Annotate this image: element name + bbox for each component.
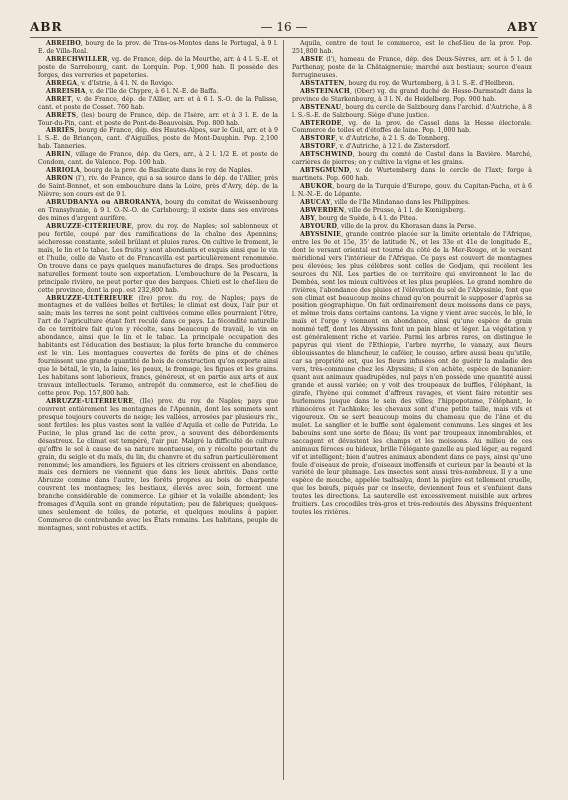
entry-text: , prov. du roy. de Naples; sol sablonneux et peu fertile, coupé par des ramifications de la chaîne des Apennins; sécheresse constante, soleil brûlant et pluies rares. On cultive le froment, le maïs, le lin et le tabac. Les fruits y sont abondants et exquis ainsi que le vin et l'huile, celle de Vasto et de Francavilla est particulièrement renommée. On trouve dans ce pays quelques manufactures de draps. Ses productions naturelles forment toute son exportation. L'embouchure de la Pescara, la principale rivière, ne peut porter que des barques. Chieti est le chef-lieu de cette province, dont la pop. est 232,800 hab. [38, 222, 279, 294]
entry-text: , bourg du comté de Castel dans la Bavière. Marché, carrières de pierres; on y cultive la vigne et les grains. [292, 151, 532, 167]
entry-headword: ABRUZZE-CITÉRIEURE [46, 222, 132, 230]
entry-text: , bourg de la Turquie d'Europe, gouv. du Capitan-Pacha, et à 6 l. N.-N.-E. de Lépante. [292, 183, 532, 199]
entry-text: , v. de l'île de Chypre, à 6 l. N.-E. de Baffa. [85, 87, 219, 95]
dictionary-entry [292, 143, 532, 151]
entry-text: Aquila, centre de tout le commerce, est le chef-lieu de la prov. Pop. 251,800 hab. [292, 40, 532, 55]
dictionary-entry [292, 151, 532, 167]
dictionary-entry [38, 127, 278, 151]
dictionary-entry [38, 112, 278, 128]
entry-text: , v. d'Autriche, à 12 l. de Zistersdorf. [335, 143, 451, 151]
entry-text: , ville de la prov. du Khorasan dans la Perse. [337, 222, 477, 230]
dictionary-entry [38, 40, 278, 56]
dictionary-entry [38, 199, 278, 223]
entry-headword: ABREGA [46, 79, 78, 87]
dictionary-entry [292, 223, 532, 231]
entry-headword: ABRET [46, 95, 72, 103]
entry-headword: ABRUZZE-ULTÉRIEURE [46, 397, 134, 405]
entry-text: , bourg de Suède, à 4 l. de Pitea. [314, 214, 418, 222]
dictionary-entry [38, 295, 278, 398]
entry-headword: ABRETS [46, 111, 77, 119]
entry-text: , bourg du roy. de Wurtemberg, à 3 l. S.-E. d'Heilbron. [344, 79, 515, 87]
entry-headword: ABSTORF [300, 135, 336, 143]
dictionary-entry [38, 398, 278, 533]
entry-text: , grande contrée placée sur la limite orientale de l'Afrique, entre les 9e et 15e, 35' de latitude N., et les 33e et 41e de longitude E., dont le versant oriental est tourné du côté de la Mer-Rouge, et le versant méridional vers l'intérieur de l'Afrique. Ce pays est couvert de montagnes peu élevées; les plus célèbres sont celles de Godjam, qui recèlent les sources du Nil. Les parties de ce territoire qui environnent le lac de Dembéa, sont les mieux cultivées et les plus peuplées. Le grand nombre de rivières, l'abondance des pluies et l'élévation du sol de l'Abyssinie, font que son climat est beaucoup moins chaud qu'on pourrait le supposer d'après sa position géographique. On fait ordinairement deux moissons dans ce pays, et même trois dans certains cantons. La vigne y vient avec succès, le blé, le maïs et l'orge y viennent en abondance, ainsi qu'une espèce de grain nommé teff, dont les Abyssins font un pain blanc et léger. La végétation y est généralement riche et variée. Parmi les arbres rares, on distingue le papyrus qui vient de l'Ethiopie, l'arbre myrrhe, le vanazy, aux fleurs éblouissantes de blancheur, le caféier, le cousso, arbre aussi beau qu'utile, car sa propriété est, que les fleurs infusées ont de guérir la maladie des vers, très-commune chez les Abyssins; il s'en achète, espèce de bananier: quant aux animaux quadrupèdes, nul pays n'en possède une quantité aussi grande et aussi variée; on y voit des troupeaux de buffles, l'éléphant, la girafe, l'hyène qui commet d'affreux ravages, et vient faire retentir ses hurlemens jusque dans le sein des villes; l'hippopotame, l'éléphant, le rhinocéros et l'achkoko; les chevaux sont d'une petite taille, mais vifs et vigoureux. On se sert beaucoup moins du chameau que de l'âne et du mulet. Le sanglier et le buffle sont également communs. Les singes et les babouins sont une sorte de fléau; ils vont par troupeaux innombrables, et saccagent et dévastent les champs et les moissons. Au milieu de ces animaux féroces ou hideux, brille l'élégante gazelle au pied léger, au regard vif et intelligent; bien d'autres animaux abondent dans ce pays, ainsi qu'une foule d'oiseaux de proie, d'oiseaux inoffensifs et curieux par la beauté et la variété de leur plumage. Les insectes sont aussi très-nombreux. Il y a une espèce de mouche, appelée tsaltsalya, dont la piqûre est tellement cruelle, que les bœufs, piqués par ce insecte, deviennent fous et s'enfuient dans toutes les directions. La sauterelle est excessivement nuisible aux arbres fruitiers. Les crocodiles très-gros et très-redoutés des Abyssins fréquentent toutes les rivières. [292, 230, 532, 517]
entry-text: , (IIe) prov. du roy. de Naples; pays que couvrent entièrement les montagnes de l'Apennin, dont les sommets sont presque toujours couverts de neige; les vallées, arrosées par plusieurs riv., sont fertiles: les plus vastes sont la vallée d'Aquila et celle de Putrida. Le Fucino, le plus grand lac de cette prov., a souvent des débordements désastreux. Le climat est tempéré, l'air pur. Malgré la difficulté de culture qu'offre le sol à cause de sa nature montueuse, on y récolte pourtant du grain, du seigle et du maïs, du lin, du chanvre et du safran particulièrement renommé; les amandiers, les figuiers et les citriers croissent en abondance, mais ces derniers ne viennent que dans les lieux abrités. Dans cette Abruzze comme dans l'autre, les forêts propres au bois de charpente couvrent les montagnes; les bestiaux, élevés avec soin, forment une branche considérable de commerce. Le gibier et la volaille abondent; les fromages d'Aquila sont en grande réputation; peu de fabriques; quelques-unes seulement de toiles, de poterie, et quelques moulins à papier. Commerce de contrebande avec les États romains. Les habitans, peuple de montagnes, sont robustes et actifs. [38, 397, 278, 533]
entry-headword: ABREIBO [46, 40, 81, 47]
entry-headword: ABREISHA [46, 87, 86, 95]
dictionary-entry [38, 167, 278, 175]
entry-headword: ABRON [46, 175, 74, 183]
entry-text: , vg. de France, dép. de la Meurthe, arr. à 4 l. S.-E. et poste de Sarrebourg, cant. de Lorquin. Pop. 1,900 hab. Il possède des forges, des verreries et papeteries. [38, 55, 278, 79]
header-right-word: ABY [507, 20, 538, 34]
dictionary-entry [292, 231, 532, 517]
entry-text: , v. de France, dép. de l'Allier, arr. et à 6 l. S.-O. de la Palisse, cant. et poste de Cosset. 760 hab. [38, 95, 278, 111]
right-column [292, 40, 532, 517]
entry-headword: ABTSCHWIND [300, 151, 353, 159]
dictionary-entry [292, 56, 532, 80]
entry-text: , v. d'Autriche, à 2 l. S. de Tonnberg. [335, 135, 450, 143]
header-rule [30, 37, 538, 38]
entry-headword: ABYSSINIE [300, 230, 342, 238]
entry-headword: ABRUDBANYA ou ABRORANYA [46, 199, 161, 207]
entry-text: , (les) bourg de France, dép. de l'Isère, arr. et à 3 l. E. de la Tour-du-Pin, cant. et poste de Pont-de-Beauvoisin. Pop. 800 hab. [38, 111, 278, 127]
entry-headword: ABWERDEN [300, 207, 345, 215]
page-number: — 16 — [260, 20, 308, 34]
entry-headword: ABSIE [300, 55, 324, 63]
entry-text: , bourg de France, dép. des Hautes-Alpes, sur le Guil, arr. et à 9 l. S.-E. de Briançon, cant. d'Aiguilles, poste de Mont-Dauphin. Pop. 2,100 hab. Tanneries. [38, 127, 278, 151]
dictionary-entry [292, 207, 532, 215]
entry-headword: ABUCAY [300, 199, 331, 207]
entry-headword: ABSTEINACH [300, 87, 350, 95]
entry-headword: ABYOURD [300, 222, 338, 230]
entry-headword: ABTSGMUND [300, 167, 350, 175]
dictionary-entry [38, 96, 278, 112]
entry-headword: ABRUZZE-ULTÉRIEURE [46, 294, 134, 302]
dictionary-entry [292, 120, 532, 136]
entry-headword: ABRIOLA [46, 167, 81, 175]
entry-headword: ABUKOR [300, 183, 333, 191]
header-left-word: ABR [30, 20, 63, 34]
dictionary-entry [292, 135, 532, 143]
entry-text: , bourg du cercle de Salzbourg dans l'archid. d'Autriche, à 8 l. S.-S.-E. de Salzbourg. Siège d'une justice. [292, 103, 532, 119]
entry-text: , bourg de la prov. de Tras-os-Montes dans le Portugal, à 9 l. E. de Villa-Real. [38, 40, 278, 55]
dictionary-entry [38, 223, 278, 295]
entry-headword: ABSTENAU [300, 103, 342, 111]
entry-text: , ville de Prusse, à 1 l. de Kœnigsberg. [344, 207, 466, 215]
dictionary-entry [292, 183, 532, 199]
dictionary-entry [292, 199, 532, 207]
entry-text: , bourg de la prov. de Basilicate dans le roy. de Naples. [80, 167, 253, 175]
entry-headword: ABSTATTEN [300, 79, 345, 87]
dictionary-entry [38, 151, 278, 167]
dictionary-entry [292, 80, 532, 88]
dictionary-entry [38, 88, 278, 96]
dictionary-entry [38, 56, 278, 80]
entry-text: (l'), hameau de France, dép. des Deux-Sèvres, arr. et à 5 l. de Parthenay, poste de la Châtaigneraie; marché aux bestiaux; source d'eaux ferrugineuses. [292, 55, 532, 79]
entry-headword: ABTERODE [300, 119, 342, 127]
entry-headword: ABRECHWILLER [46, 55, 108, 63]
dictionary-entry [292, 104, 532, 120]
entry-text: , v. d'Istrie, à 4 l. N. de Rovigo. [77, 79, 174, 87]
column-divider [283, 40, 284, 780]
entry-headword: ABSTORF [300, 143, 336, 151]
entry-text: (l'), riv. de France, qui a sa source dans le dép. de l'Allier, près de Saint-Bonnet, et son embouchure dans la Loire, près d'Avry, dép. de la Nièvre; son cours est de 9 l. [38, 175, 278, 199]
entry-text: , bourg du comitat de Weissenbourg en Transylvanie, à 9 l. O.-N.-O. de Carlsbourg; il existe dans ses environs des mines d'argent aurifère. [38, 199, 278, 222]
left-column [38, 40, 278, 533]
entry-text: (Ire) prov. du roy. de Naples; pays de montagnes et de vallées belles et fertiles; le climat est doux, l'air pur et sain; mais les terres ne sont point cultivées comme elles pourraient l'être, l'art de l'agriculture étant fort reculé dans ce pays. La fécondité naturelle de ce territoire fait qu'on y récolte, sans beaucoup de travail, le vin en abondance, ainsi que le lin et le tabac. La principale occupation des habitants est l'éducation des bestiaux; la plus forte branche du commerce est le vin. Les montagues couvertes de forêts de pins et de chênes fournissent une grande quantité de bois de construction qu'on exporte ainsi que le bétail, le vin, la laine, les peaux, le fromage, les figues et les grains. Les habitans sont laborieux, francs, généreux, et en partie aux arts et aux travaux intellectuels. Teramo, entrepôt du commerce, est le chef-lieu de cette prov. Pop. 157,800 hab. [38, 294, 278, 397]
entry-text: , ville de l'île Mindanao dans les Philippines. [330, 199, 470, 207]
entry-text: , (Ober) vg. du grand duché de Hesse-Darmstadt dans la province de Starkenbourg, à 3 l. N. de Heidelberg. Pop. 900 hab. [292, 87, 532, 103]
entry-headword: ABY [300, 214, 315, 222]
entry-text: , vg. de la prov. de Cassel dans la Hesse électorale. Commerce de toiles et d'étoffes de laine. Pop. 1,000 hab. [292, 119, 532, 135]
dictionary-entry [38, 175, 278, 199]
dictionary-entry [292, 167, 532, 183]
dictionary-entry [292, 40, 532, 56]
entry-headword: ABRIÈS [46, 127, 75, 135]
dictionary-entry [38, 80, 278, 88]
entry-headword: ABRIN [46, 151, 71, 159]
dictionary-entry [292, 215, 532, 223]
dictionary-entry [292, 88, 532, 104]
entry-text: , v. de Wurtemberg dans le cercle de l'Iaxt; forge à martinets. Pop. 600 hab. [292, 167, 532, 183]
entry-text: , village de France, dép. du Gers, arr., à 2 l. 1/2 E. et poste de Condom, cant. de Valence. Pop. 100 hab. [38, 151, 278, 167]
